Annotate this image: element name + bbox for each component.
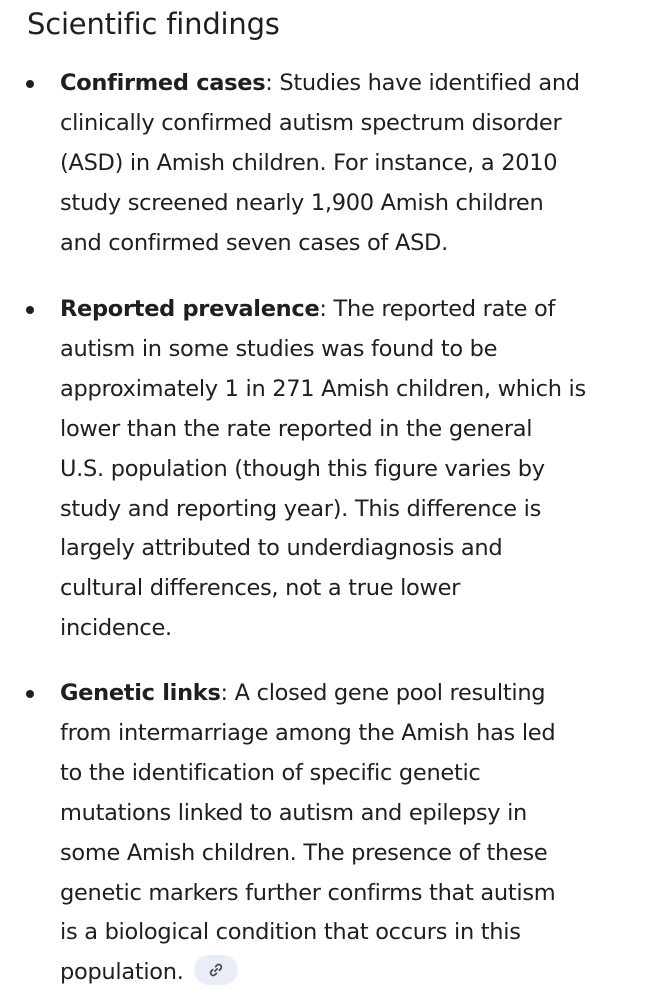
finding-line: population. [60, 953, 635, 993]
finding-line: study and reporting year). This difference is [60, 495, 542, 522]
finding-line: U.S. population (though this figure varies by [60, 455, 545, 482]
finding-term: Reported prevalence [60, 296, 320, 322]
source-link-button[interactable] [194, 955, 238, 985]
finding-line: autism in some studies was found to be [60, 335, 498, 362]
bullet-point [26, 690, 34, 698]
finding-line: genetic markers further confirms that autism [60, 879, 556, 906]
finding-line: approximately 1 in 271 Amish children, which is [60, 375, 586, 402]
finding-line: Genetic links: A closed gene pool resulting [60, 680, 546, 706]
finding-line: and confirmed seven cases of ASD. [60, 229, 448, 256]
finding-line: study screened nearly 1,900 Amish children [60, 189, 544, 216]
finding-line: some Amish children. The presence of these [60, 839, 548, 866]
finding-text [60, 64, 635, 264]
finding-line: Reported prevalence: The reported rate of [60, 296, 556, 322]
finding-line: mutations linked to autism and epilepsy in [60, 799, 528, 826]
bullet-point [26, 306, 34, 314]
section-heading: Scientific findings [27, 7, 280, 41]
finding-text [60, 674, 635, 993]
finding-line: from intermarriage among the Amish has led [60, 719, 556, 746]
finding-text [60, 290, 635, 649]
finding-line: Confirmed cases: Studies have identified and [60, 70, 580, 96]
finding-line: cultural differences, not a true lower [60, 575, 461, 602]
bullet-point [26, 80, 34, 88]
link-icon [208, 962, 224, 978]
finding-line: incidence. [60, 615, 172, 642]
finding-term: Genetic links [60, 680, 221, 706]
finding-line: is a biological condition that occurs in this [60, 919, 521, 946]
finding-term: Confirmed cases [60, 70, 266, 96]
finding-line: clinically confirmed autism spectrum disorder [60, 109, 562, 136]
finding-line: largely attributed to underdiagnosis and [60, 535, 503, 562]
finding-line: to the identification of specific genetic [60, 759, 481, 786]
finding-line: (ASD) in Amish children. For instance, a 2010 [60, 149, 558, 176]
finding-line: lower than the rate reported in the general [60, 415, 533, 442]
